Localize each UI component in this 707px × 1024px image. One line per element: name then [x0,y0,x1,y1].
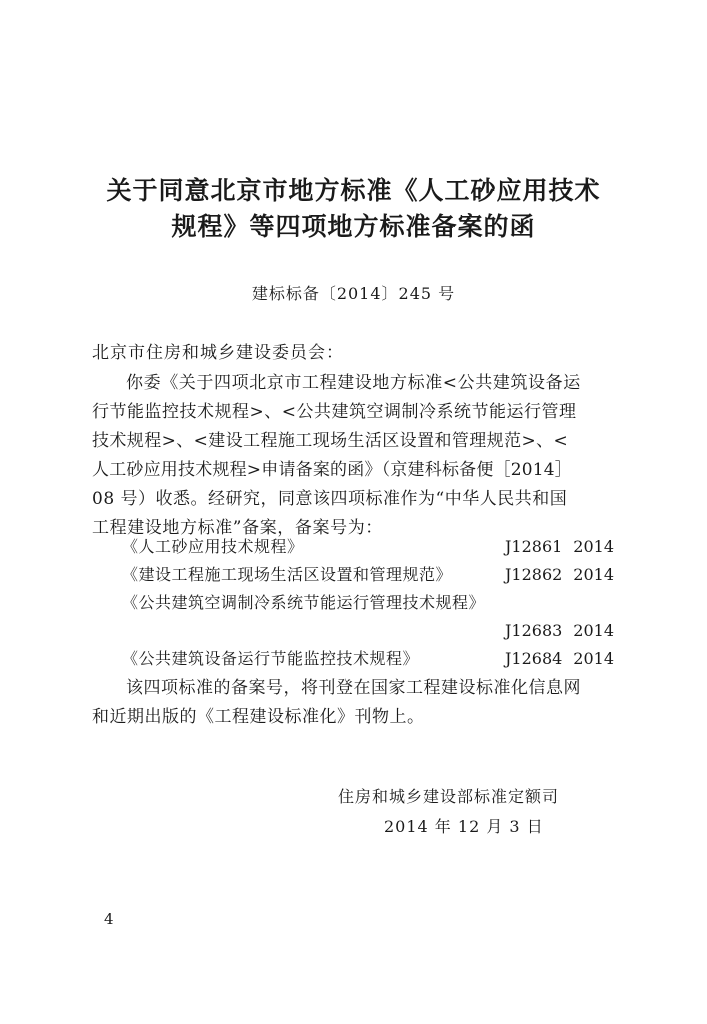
closing-line-2: 和近期出版的《工程建设标准化》刊物上。 [92,707,425,727]
standard-title: 《公共建筑空调制冷系统节能运行管理技术规程》 [122,593,486,612]
standard-title: 《建设工程施工现场生活区设置和管理规范》 [122,565,453,584]
standard-item [92,535,614,559]
title-line-1: 关于同意北京市地方标准《人工砂应用技术 [106,176,601,205]
body-line-4: 人工砂应用技术规程>申请备案的函》（京建科标备便［2014］ [92,460,573,480]
body-line-1: 你委《关于四项北京市工程建设地方标准<公共建筑设备运 [126,373,581,393]
standard-item [92,591,614,615]
standard-code: J12683 [505,621,563,640]
standard-item [92,647,614,671]
signature-date: 2014 年 12 月 3 日 [384,817,544,836]
body-line-5: 08 号）收悉。经研究，同意该四项标准作为“中华人民共和国 [92,489,568,509]
standard-year: 2014 [573,537,614,556]
body-line-3: 技术规程>、<建设工程施工现场生活区设置和管理规范>、< [92,431,569,451]
standard-code: J12684 [505,649,563,668]
standard-item [92,563,614,587]
title-line-2: 规程》等四项地方标准备案的函 [171,212,536,241]
standard-year: 2014 [573,621,614,640]
document-number: 建标标备〔2014〕245 号 [251,284,456,303]
signature-organization: 住房和城乡建设部标准定额司 [338,787,560,806]
closing-line-1: 该四项标准的备案号，将刊登在国家工程建设标准化信息网 [126,678,581,698]
standard-year: 2014 [573,565,614,584]
standard-item-continuation [92,619,614,643]
body-line-2: 行节能监控技术规程>、<公共建筑空调制冷系统节能运行管理 [92,402,577,422]
standard-title: 《公共建筑设备运行节能监控技术规程》 [122,649,420,668]
salutation: 北京市住房和城乡建设委员会： [92,343,344,363]
standard-code: J12862 [505,565,563,584]
standard-code: J12861 [505,537,563,556]
standard-title: 《人工砂应用技术规程》 [122,537,304,556]
body-line-6: 工程建设地方标准”备案，备案号为： [92,518,383,538]
page-number: 4 [104,910,114,928]
standard-year: 2014 [573,649,614,668]
